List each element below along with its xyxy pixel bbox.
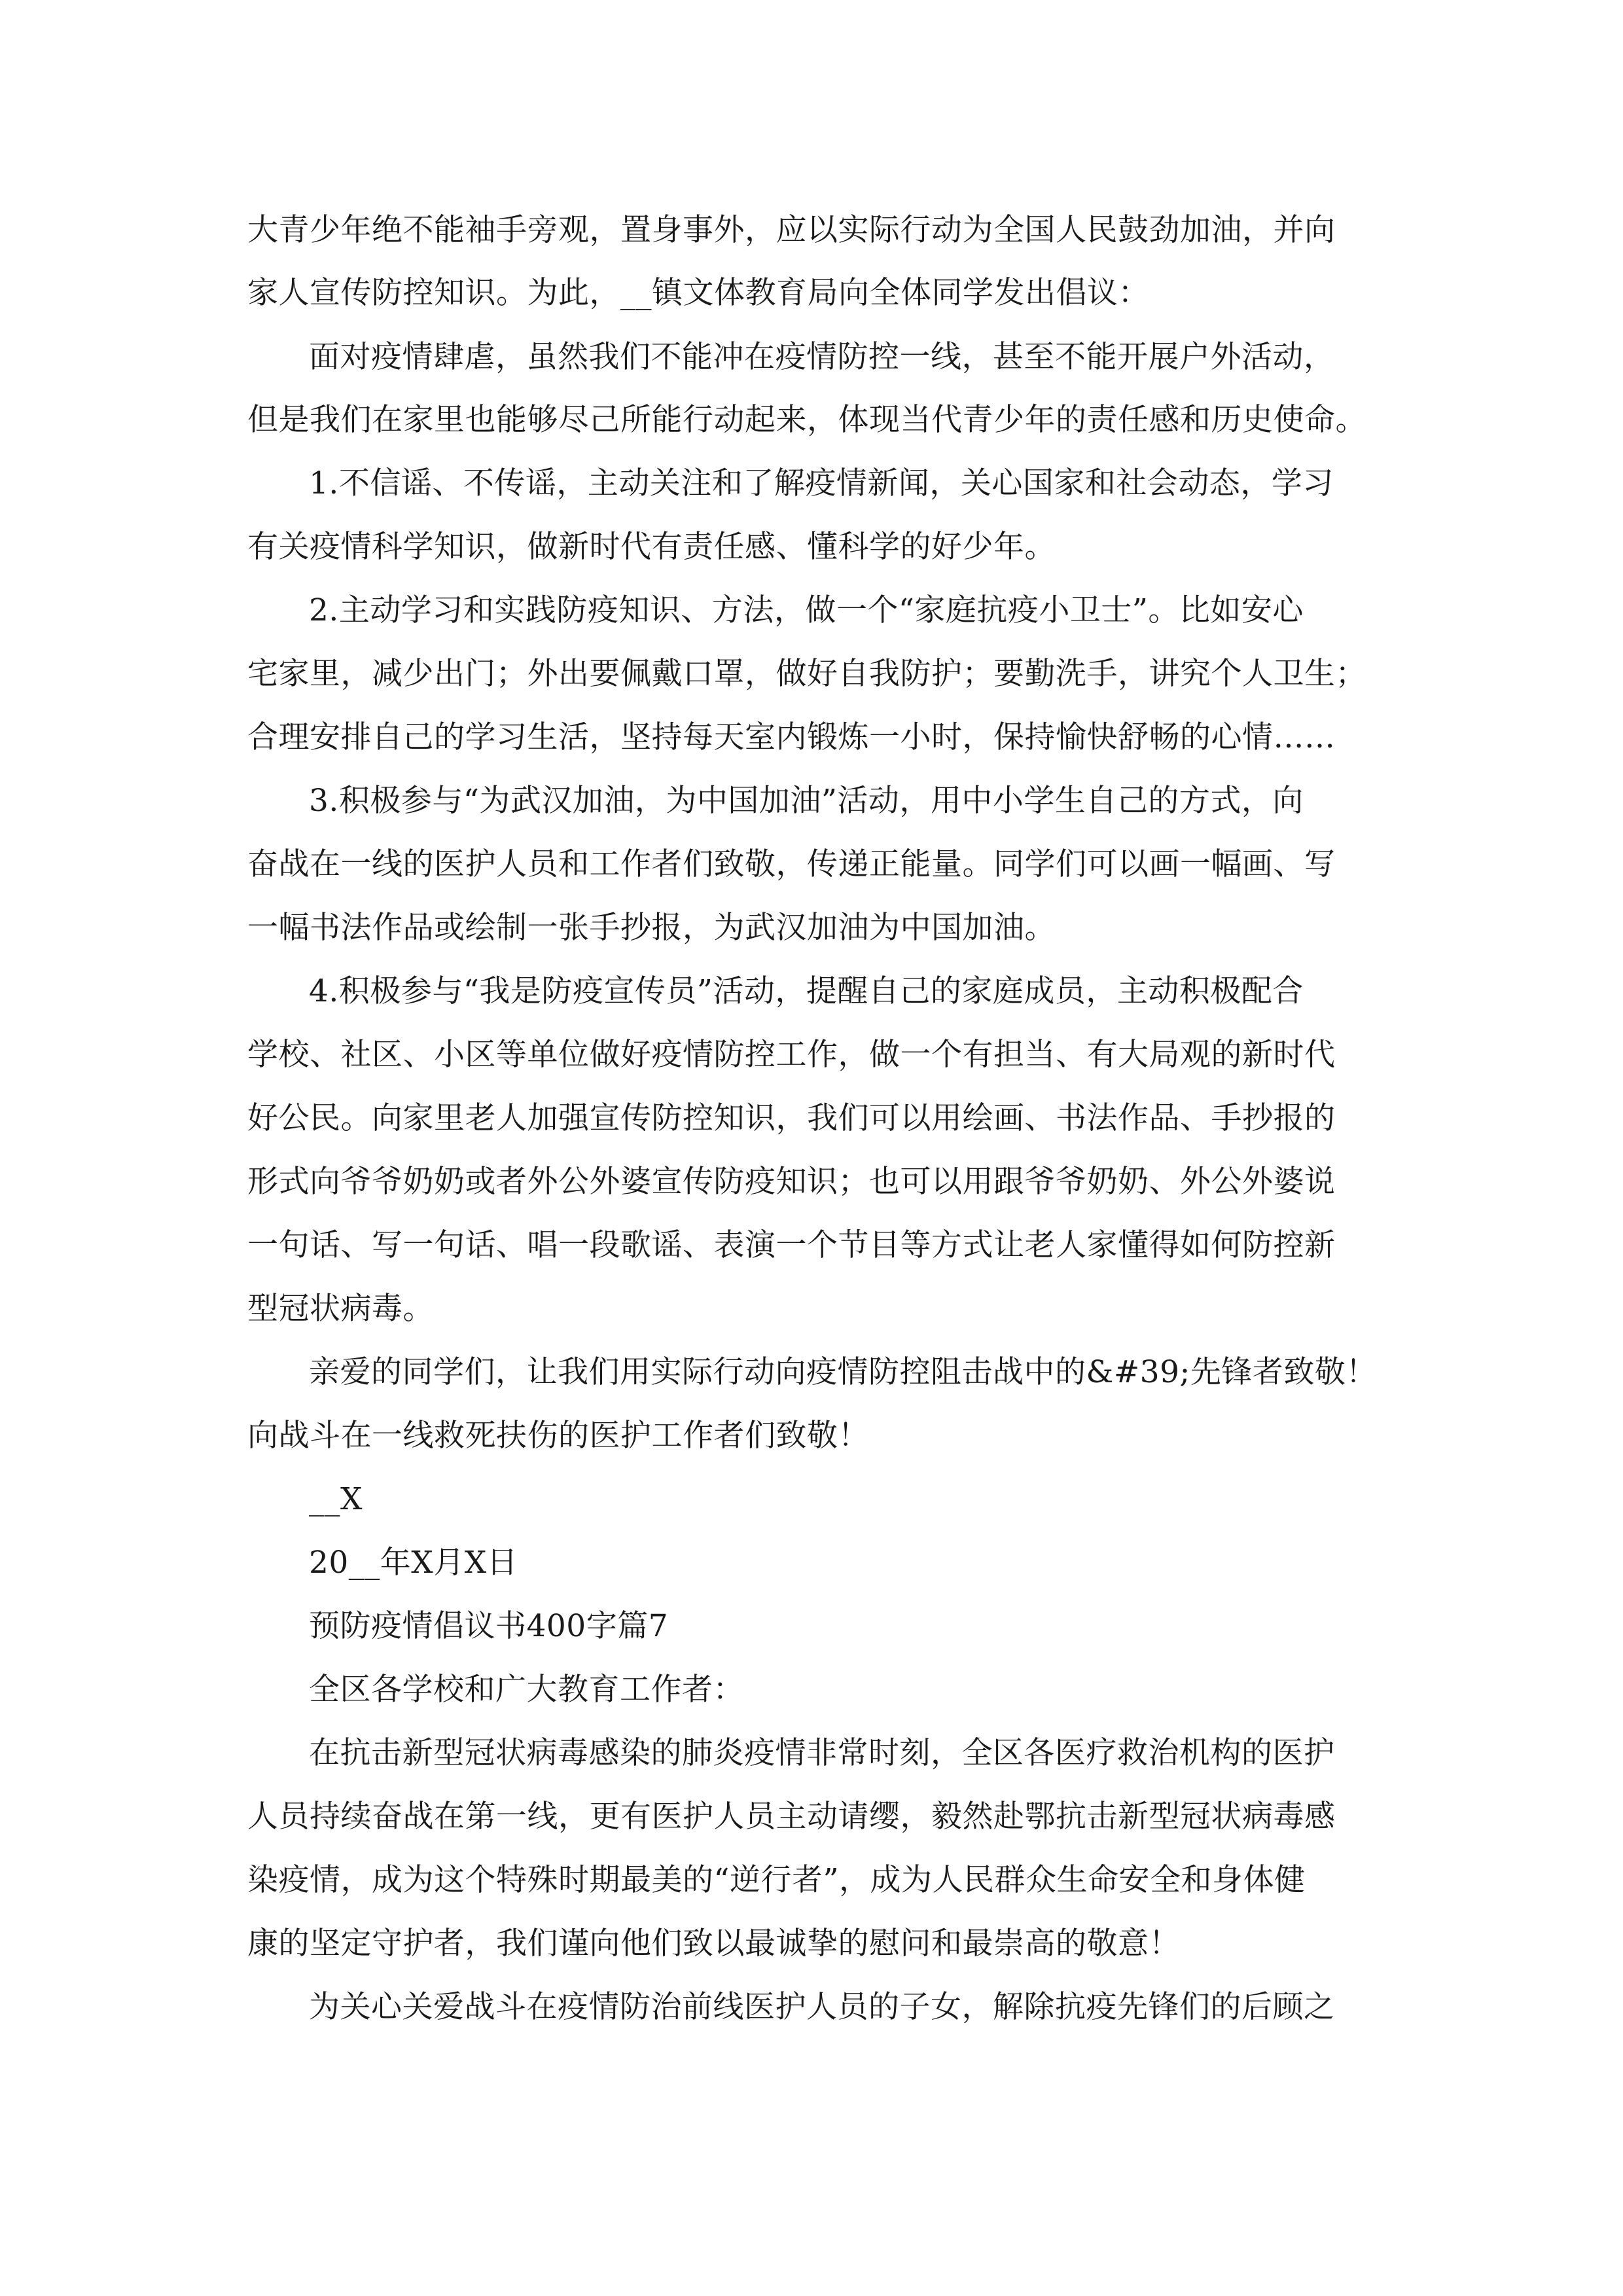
text-line: 向战斗在一线救死扶伤的医护工作者们致敬！	[247, 1418, 869, 1454]
text-line: 为关心关爱战斗在疫情防治前线医护人员的子女，解除抗疫先锋们的后顾之	[309, 1989, 1335, 2025]
section-heading: 预防疫情倡议书400字篇7	[309, 1608, 669, 1644]
date-line: 20__年X月X日	[309, 1545, 518, 1581]
text-line: 染疫情，成为这个特殊时期最美的“逆行者”，成为人民群众生命安全和身体健	[247, 1862, 1306, 1898]
text-line: 有关疫情科学知识，做新时代有责任感、懂科学的好少年。	[247, 529, 1056, 565]
text-line: 人员持续奋战在第一线，更有医护人员主动请缨，毅然赴鄂抗击新型冠状病毒感	[247, 1799, 1336, 1835]
text-line: 形式向爷爷奶奶或者外公外婆宣传防疫知识；也可以用跟爷爷奶奶、外公外婆说	[247, 1164, 1336, 1200]
text-line: 合理安排自己的学习生活，坚持每天室内锻炼一小时，保持愉快舒畅的心情……	[247, 719, 1336, 755]
signature-line: __X	[309, 1481, 363, 1517]
text-line: 学校、社区、小区等单位做好疫情防控工作，做一个有担当、有大局观的新时代	[247, 1037, 1336, 1073]
text-line: 型冠状病毒。	[247, 1291, 434, 1327]
text-line: 但是我们在家里也能够尽己所能行动起来，体现当代青少年的责任感和历史使命。	[247, 402, 1366, 438]
text-line: 奋战在一线的医护人员和工作者们致敬，传递正能量。同学们可以画一幅画、写	[247, 846, 1336, 882]
text-line: 康的坚定守护者，我们谨向他们致以最诚挚的慰问和最崇高的敬意！	[247, 1926, 1180, 1962]
text-line: 在抗击新型冠状病毒感染的肺炎疫情非常时刻，全区各医疗救治机构的医护	[309, 1735, 1335, 1771]
text-line: 3.积极参与“为武汉加油，为中国加油”活动，用中小学生自己的方式，向	[309, 783, 1304, 819]
text-line: 一幅书法作品或绘制一张手抄报，为武汉加油为中国加油。	[247, 910, 1056, 946]
text-line: 亲爱的同学们，让我们用实际行动向疫情防控阻击战中的&#39;先锋者致敬！	[309, 1354, 1377, 1390]
salutation-line: 全区各学校和广大教育工作者：	[309, 1672, 744, 1708]
text-line: 一句话、写一句话、唱一段歌谣、表演一个节目等方式让老人家懂得如何防控新	[247, 1227, 1336, 1263]
text-line: 2.主动学习和实践防疫知识、方法，做一个“家庭抗疫小卫士”。比如安心	[309, 592, 1304, 628]
text-line: 好公民。向家里老人加强宣传防控知识，我们可以用绘画、书法作品、手抄报的	[247, 1100, 1336, 1136]
text-line: 面对疫情肆虐，虽然我们不能冲在疫情防控一线，甚至不能开展户外活动，	[309, 339, 1335, 375]
text-line: 大青少年绝不能袖手旁观，置身事外，应以实际行动为全国人民鼓劲加油，并向	[247, 212, 1336, 248]
text-line: 家人宣传防控知识。为此，__镇文体教育局向全体同学发出倡议：	[247, 275, 1149, 311]
text-line: 1.不信谣、不传谣，主动关注和了解疫情新闻，关心国家和社会动态，学习	[309, 465, 1334, 501]
text-line: 4.积极参与“我是防疫宣传员”活动，提醒自己的家庭成员，主动积极配合	[309, 973, 1304, 1009]
text-line: 宅家里，减少出门；外出要佩戴口罩，做好自我防护；要勤洗手，讲究个人卫生；	[247, 656, 1366, 692]
